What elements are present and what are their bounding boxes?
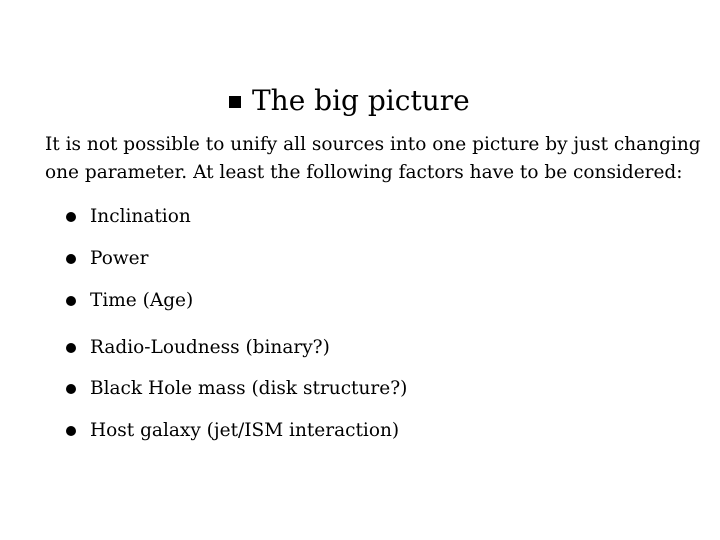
slide-title: The big picture <box>252 84 470 117</box>
round-bullet-icon <box>66 343 76 353</box>
factor-label: Time (Age) <box>90 290 194 311</box>
round-bullet-icon <box>66 212 76 222</box>
round-bullet-icon <box>66 296 76 306</box>
factor-label: Power <box>90 248 149 269</box>
factor-label: Inclination <box>90 206 191 227</box>
intro-line: It is not possible to unify all sources into one picture by just changing <box>45 134 701 155</box>
round-bullet-icon <box>66 384 76 394</box>
factor-label: Black Hole mass (disk structure?) <box>90 378 408 399</box>
factor-label: Host galaxy (jet/ISM interaction) <box>90 420 400 441</box>
round-bullet-icon <box>66 426 76 436</box>
intro-line: one parameter. At least the following factors have to be considered: <box>45 162 683 183</box>
round-bullet-icon <box>66 254 76 264</box>
factor-label: Radio-Loudness (binary?) <box>90 337 330 358</box>
